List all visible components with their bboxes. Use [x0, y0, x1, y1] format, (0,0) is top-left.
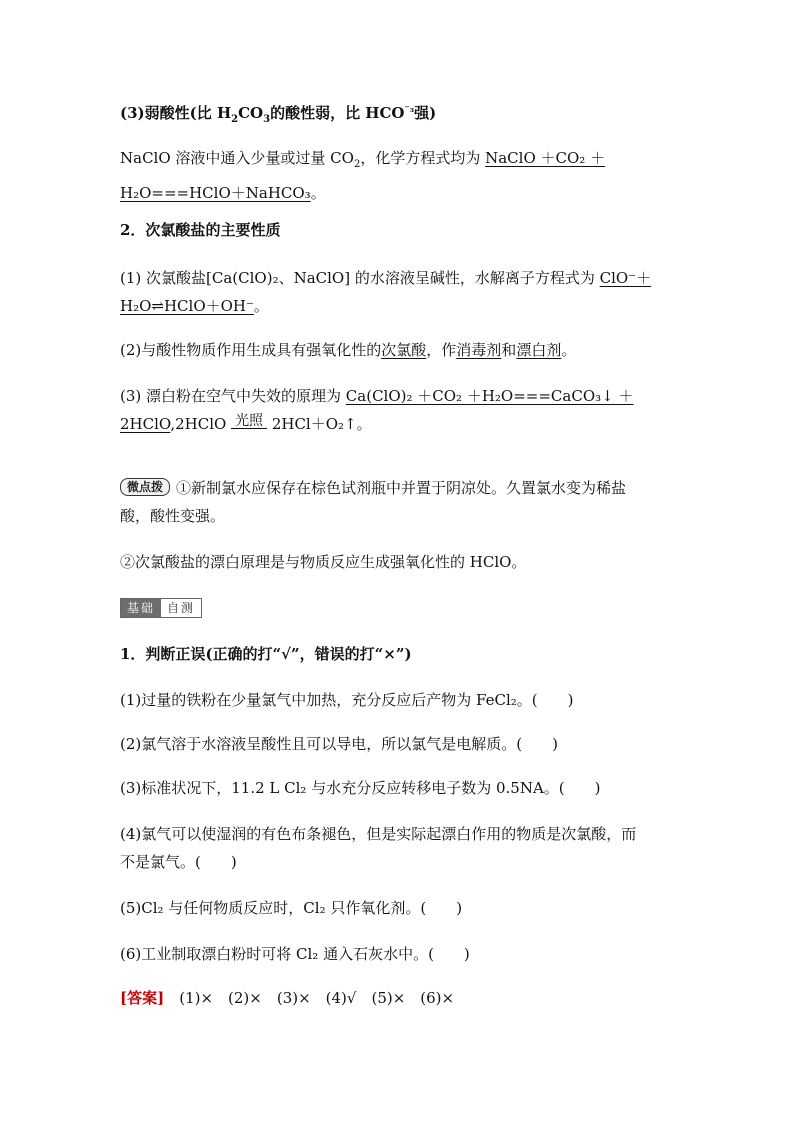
test-q1: (1)过量的铁粉在少量氯气中加热，充分反应后产物为 FeCl₂。( ) — [120, 691, 574, 709]
tip-badge: 微点拨 — [120, 478, 170, 496]
test-q5: (5)Cl₂ 与任何物质反应时，Cl₂ 只作氧化剂。( ) — [120, 899, 463, 917]
part2-title: 2．次氯酸盐的主要性质 — [120, 221, 281, 239]
section3-equation-paragraph: NaClO 溶液中通入少量或过量 $CO_2$，化学方程式均为 NaClO ＋CO₂ ＋ H₂O===HClO＋NaHCO₃。 — [120, 149, 606, 202]
test-title: 1．判断正误(正确的打“√”，错误的打“×”) — [120, 645, 412, 663]
tip-line3: ②次氯酸盐的漂白原理是与物质反应生成强氧化性的 HClO。 — [120, 553, 527, 571]
test-q2: (2)氯气溶于水溶液呈酸性且可以导电，所以氯气是电解质。( ) — [120, 735, 558, 753]
test-q4: (4)氯气可以使湿润的有色布条褪色，但是实际起漂白作用的物质是次氯酸，而 不是氯气。( ) — [120, 825, 637, 871]
part2-item2: (2)与酸性物质作用生成具有强氧化性的次氯酸，作消毒剂和漂白剂。 — [120, 341, 577, 359]
part2-item3: (3) 漂白粉在空气中失效的原理为 Ca(ClO)₂ ＋CO₂ ＋H₂O===CaCO₃↓ ＋ 2HClO,2HClO 光照 2HCl＋O₂↑。 — [120, 387, 634, 433]
answer-label: [答案] — [120, 989, 165, 1007]
test-q3: (3)标准状况下，11.2 L Cl₂ 与水充分反应转移电子数为 0.5NA。( ) — [120, 779, 601, 797]
self-test-badge: 基础 自测 — [120, 598, 202, 618]
equation-answer-cont: H₂O===HClO＋NaHCO₃ — [120, 184, 311, 202]
light-condition-arrow: 光照 — [231, 414, 267, 429]
tip-paragraph: 微点拨 ①新制氯水应保存在棕色试剂瓶中并置于阴凉处。久置氯水变为稀盐 酸，酸性变强。 — [120, 479, 627, 525]
answer-line — [120, 984, 675, 1012]
equation-answer: NaClO ＋CO₂ ＋ — [485, 149, 606, 167]
part2-item1: (1) 次氯酸盐[Ca(ClO)₂、NaClO] 的水溶液呈碱性，水解离子方程式为 ClO⁻＋ H₂O⇌HClO＋OH⁻。 — [120, 269, 652, 315]
section3-heading: (3)弱酸性(比 $H_2CO_3$的酸性弱，比 $HCO^{^-_3}$强) — [120, 104, 437, 125]
answer-text: (1)× (2)× (3)× (4)√ (5)× (6)× — [179, 989, 455, 1007]
test-q6: (6)工业制取漂白粉时可将 Cl₂ 通入石灰水中。( ) — [120, 945, 470, 963]
